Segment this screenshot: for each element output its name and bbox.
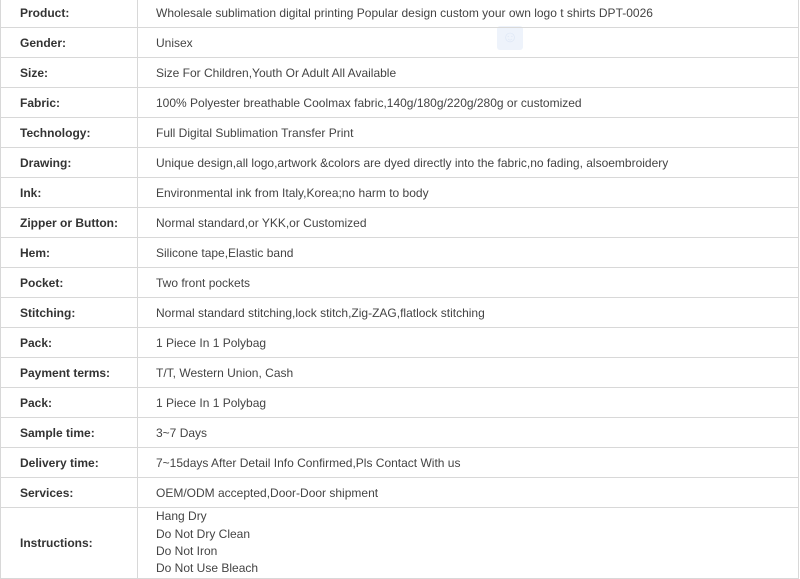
table-row	[1, 148, 799, 178]
row-value: 100% Polyester breathable Coolmax fabric,140g/180g/220g/280g or customized	[138, 88, 799, 118]
table-row	[1, 208, 799, 238]
table-row	[1, 268, 799, 298]
row-label: Instructions:	[1, 508, 138, 579]
table-row-instructions	[1, 508, 799, 579]
table-row	[1, 298, 799, 328]
row-label: Services:	[1, 478, 138, 508]
row-label: Payment terms:	[1, 358, 138, 388]
table-row	[1, 418, 799, 448]
table-row	[1, 448, 799, 478]
row-value: 1 Piece In 1 Polybag	[138, 328, 799, 358]
instructions-list	[138, 508, 799, 579]
row-value: Normal standard,or YKK,or Customized	[138, 208, 799, 238]
row-value: Size For Children,Youth Or Adult All Available	[138, 58, 799, 88]
row-value: Silicone tape,Elastic band	[138, 238, 799, 268]
row-label: Pack:	[1, 328, 138, 358]
row-label: Pocket:	[1, 268, 138, 298]
row-value: Two front pockets	[138, 268, 799, 298]
row-value: Unique design,all logo,artwork &colors are dyed directly into the fabric,no fading, alsoembroidery	[138, 148, 799, 178]
table-row	[1, 0, 799, 28]
row-label: Sample time:	[1, 418, 138, 448]
table-row	[1, 58, 799, 88]
instruction-line: Do Not Use Bleach	[156, 561, 259, 576]
row-label: Gender:	[1, 28, 138, 58]
row-label: Delivery time:	[1, 448, 138, 478]
instruction-line: Hang Dry	[156, 509, 207, 524]
table-row	[1, 88, 799, 118]
row-label: Zipper or Button:	[1, 208, 138, 238]
table-row	[1, 388, 799, 418]
row-label: Hem:	[1, 238, 138, 268]
row-value: Unisex	[138, 28, 799, 58]
row-label: Drawing:	[1, 148, 138, 178]
row-value: OEM/ODM accepted,Door-Door shipment	[138, 478, 799, 508]
row-label: Pack:	[1, 388, 138, 418]
row-value: Environmental ink from Italy,Korea;no harm to body	[138, 178, 799, 208]
table-row	[1, 118, 799, 148]
row-value: T/T, Western Union, Cash	[138, 358, 799, 388]
watermark-icon: ☺	[497, 26, 523, 50]
table-row	[1, 358, 799, 388]
row-value: 7~15days After Detail Info Confirmed,Pls Contact With us	[138, 448, 799, 478]
row-label: Stitching:	[1, 298, 138, 328]
row-label: Technology:	[1, 118, 138, 148]
row-value: 1 Piece In 1 Polybag	[138, 388, 799, 418]
table-row	[1, 28, 799, 58]
table-row	[1, 328, 799, 358]
instruction-line: Do Not Iron	[156, 544, 218, 558]
row-label: Size:	[1, 58, 138, 88]
row-value: 3~7 Days	[138, 418, 799, 448]
row-value: Normal standard stitching,lock stitch,Zig-ZAG,flatlock stitching	[138, 298, 799, 328]
row-value: Full Digital Sublimation Transfer Print	[138, 118, 799, 148]
table-row	[1, 238, 799, 268]
table-row	[1, 178, 799, 208]
instruction-line: Do Not Dry Clean	[156, 526, 251, 541]
row-label: Ink:	[1, 178, 138, 208]
table-row	[1, 478, 799, 508]
row-value: Wholesale sublimation digital printing Popular design custom your own logo t shirts DPT-0026	[138, 0, 799, 28]
row-label: Fabric:	[1, 88, 138, 118]
row-label: Product:	[1, 0, 138, 28]
